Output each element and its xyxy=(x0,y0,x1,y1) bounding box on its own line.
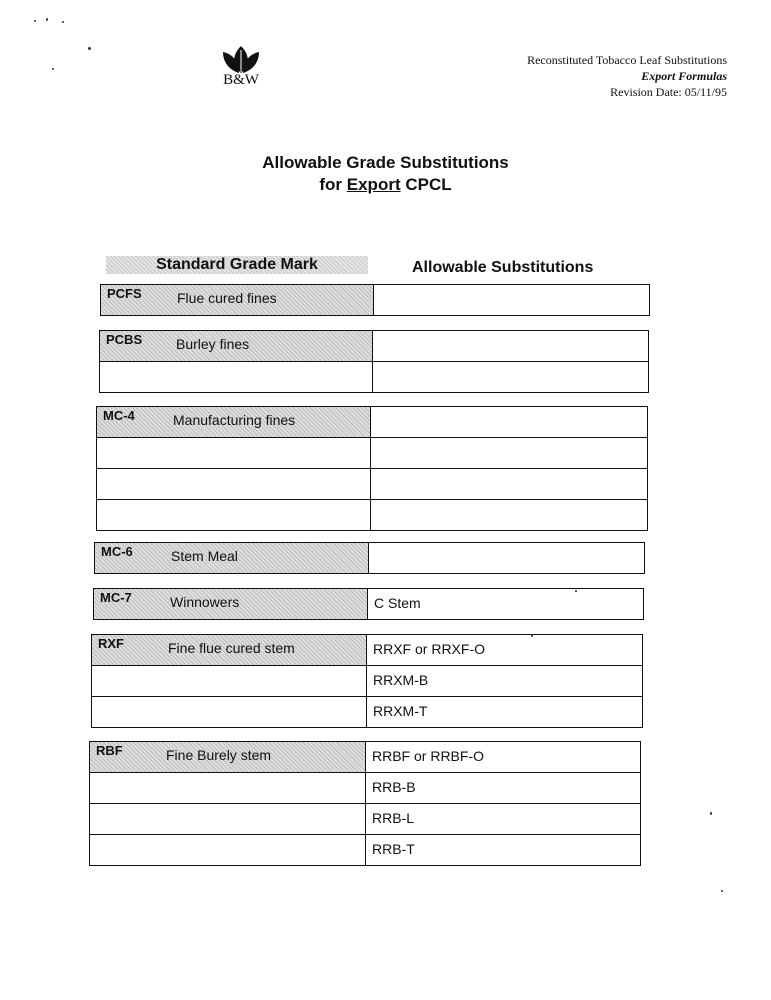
grade-description: Burley fines xyxy=(176,336,250,352)
grade-code: MC-6 xyxy=(101,544,133,559)
grade-cell xyxy=(90,773,366,803)
grade-cell xyxy=(90,742,366,772)
substitution-cell xyxy=(373,331,648,361)
grade-code: RBF xyxy=(96,743,123,758)
grade-code: RXF xyxy=(98,636,124,651)
scan-speck xyxy=(52,68,54,70)
substitution-value: RRB-T xyxy=(372,841,415,857)
substitution-cell xyxy=(374,285,649,315)
tobacco-leaf-icon xyxy=(219,44,263,74)
scan-speck xyxy=(531,634,533,637)
substitution-cell xyxy=(367,635,642,665)
substitution-cell xyxy=(371,438,647,468)
table-row xyxy=(94,589,643,619)
grade-description: Fine Burely stem xyxy=(166,747,272,763)
grade-cell xyxy=(101,285,374,315)
table-row xyxy=(90,742,640,772)
substitution-value: RRB-B xyxy=(372,779,416,795)
grade-group-pcbs xyxy=(99,330,649,393)
substitution-value: RRB-L xyxy=(372,810,415,826)
table-row xyxy=(100,331,648,361)
grade-code: PCBS xyxy=(106,332,143,347)
grade-cell xyxy=(97,407,371,437)
substitution-cell xyxy=(371,500,647,530)
grade-group-rxf xyxy=(91,634,643,728)
grade-group-mc-4 xyxy=(96,406,648,531)
grade-group-rbf xyxy=(89,741,641,866)
scan-speck xyxy=(710,812,712,815)
table-row xyxy=(97,468,647,499)
table-row xyxy=(90,803,640,834)
column-header-standard-grade: Standard Grade Mark xyxy=(106,256,368,274)
table-row xyxy=(92,635,642,665)
substitution-value: RRXM-T xyxy=(373,703,428,719)
logo-text: B&W xyxy=(223,72,259,88)
substitution-cell xyxy=(367,697,642,727)
grade-cell xyxy=(95,543,369,573)
grade-cell xyxy=(94,589,368,619)
grade-cell xyxy=(90,804,366,834)
grade-cell xyxy=(92,666,367,696)
substitution-cell xyxy=(366,742,640,772)
grade-cell xyxy=(92,635,367,665)
scan-speck xyxy=(46,18,48,21)
grade-description: Manufacturing fines xyxy=(173,412,296,428)
grade-cell xyxy=(100,331,373,361)
substitution-cell xyxy=(366,804,640,834)
substitution-cell xyxy=(366,835,640,865)
substitution-cell xyxy=(366,773,640,803)
grade-code: MC-7 xyxy=(100,590,132,605)
grade-description: Stem Meal xyxy=(171,548,238,564)
grade-cell xyxy=(90,835,366,865)
table-row xyxy=(92,696,642,727)
substitution-cell xyxy=(371,469,647,499)
substitution-value: RRBF or RRBF-O xyxy=(372,748,484,764)
grade-description: Winnowers xyxy=(170,594,240,610)
grade-cell xyxy=(97,438,371,468)
table-row xyxy=(90,834,640,865)
grade-description: Fine flue cured stem xyxy=(168,640,295,656)
document-header xyxy=(527,52,727,100)
grade-group-mc-6 xyxy=(94,542,645,574)
page-title xyxy=(0,152,771,196)
scan-speck xyxy=(88,47,91,50)
substitution-value: RRXF or RRXF-O xyxy=(373,641,485,657)
scan-speck xyxy=(34,20,36,22)
table-row xyxy=(97,499,647,530)
substitution-cell xyxy=(368,589,643,619)
scan-speck xyxy=(575,590,577,592)
table-row xyxy=(100,361,648,392)
table-row xyxy=(95,543,644,573)
table-row xyxy=(101,285,649,315)
grade-description: Flue cured fines xyxy=(177,290,277,306)
bw-logo xyxy=(214,44,268,89)
scan-speck xyxy=(721,890,723,892)
scan-speck xyxy=(62,21,64,23)
substitution-value: C Stem xyxy=(374,595,421,611)
grade-code: PCFS xyxy=(107,286,142,301)
grade-code: MC-4 xyxy=(103,408,135,423)
substitution-cell xyxy=(367,666,642,696)
substitution-cell xyxy=(369,543,644,573)
substitution-value: RRXM-B xyxy=(373,672,429,688)
substitution-cell xyxy=(371,407,647,437)
table-row xyxy=(92,665,642,696)
revision-date: Revision Date: 05/11/95 xyxy=(610,85,727,99)
document-subtitle: Export Formulas xyxy=(641,69,727,83)
table-row xyxy=(97,407,647,437)
title-line-1: Allowable Grade Substitutions xyxy=(262,153,509,172)
grade-group-mc-7 xyxy=(93,588,644,620)
grade-cell xyxy=(97,500,371,530)
grade-cell xyxy=(92,697,367,727)
title-line-2: for Export CPCL xyxy=(319,175,452,194)
grade-cell xyxy=(100,362,373,392)
export-word: Export xyxy=(346,175,401,194)
grade-cell xyxy=(97,469,371,499)
table-row xyxy=(97,437,647,468)
grade-group-pcfs xyxy=(100,284,650,316)
document-title: Reconstituted Tobacco Leaf Substitutions xyxy=(527,53,727,67)
table-row xyxy=(90,772,640,803)
column-header-substitutions: Allowable Substitutions xyxy=(412,259,594,276)
substitution-cell xyxy=(373,362,648,392)
